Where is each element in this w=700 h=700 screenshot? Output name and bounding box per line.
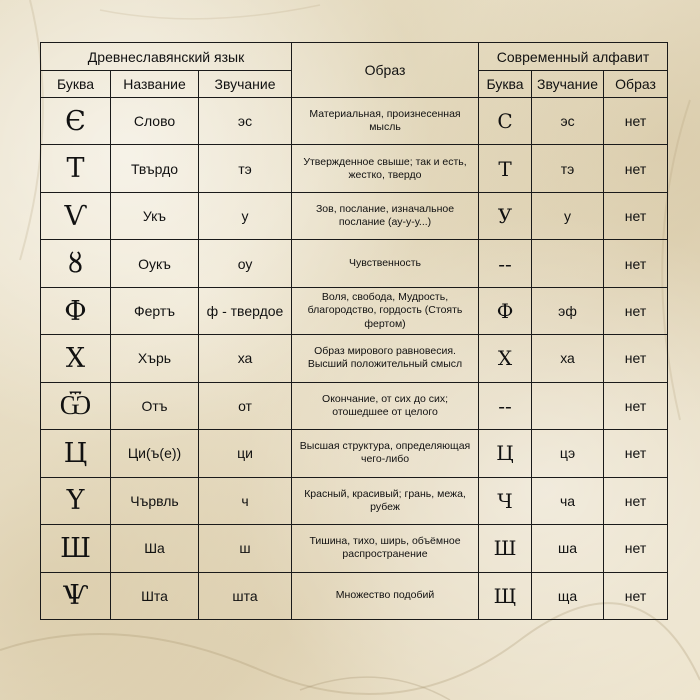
sound-header: Звучание xyxy=(199,71,292,98)
modern-meaning: нет xyxy=(604,525,668,572)
table-row xyxy=(41,98,668,145)
old-letter: Ц xyxy=(41,430,111,477)
modern-letter: Ц xyxy=(479,430,532,477)
modern-letter: -- xyxy=(479,382,532,429)
modern-sound: эс xyxy=(532,98,604,145)
letter-sound: ци xyxy=(199,430,292,477)
letter-sound: эс xyxy=(199,98,292,145)
old-letter: Х xyxy=(41,335,111,382)
letter-meaning: Высшая структура, определяющая чего-либо xyxy=(292,430,479,477)
modern-meaning-header: Образ xyxy=(604,71,668,98)
table-row xyxy=(41,240,668,287)
letter-sound: ш xyxy=(199,525,292,572)
modern-letter: Ч xyxy=(479,477,532,524)
modern-meaning: нет xyxy=(604,335,668,382)
letter-name: Отъ xyxy=(111,382,199,429)
letter-sound: шта xyxy=(199,572,292,619)
table-row xyxy=(41,525,668,572)
meaning-header: Образ xyxy=(292,43,479,98)
modern-sound: ча xyxy=(532,477,604,524)
letter-name: Слово xyxy=(111,98,199,145)
old-letter: Є xyxy=(41,98,111,145)
modern-letter: Т xyxy=(479,145,532,192)
letter-meaning: Красный, красивый; грань, межа, рубеж xyxy=(292,477,479,524)
modern-sound-header: Звучание xyxy=(532,71,604,98)
letter-meaning: Воля, свобода, Мудрость, благородство, гордость (Стоять фертом) xyxy=(292,287,479,334)
letter-name: Твърдо xyxy=(111,145,199,192)
modern-sound xyxy=(532,240,604,287)
modern-sound: эф xyxy=(532,287,604,334)
table-row xyxy=(41,145,668,192)
modern-meaning: нет xyxy=(604,382,668,429)
old-letter: Т xyxy=(41,145,111,192)
modern-letter: Ф xyxy=(479,287,532,334)
modern-sound: ща xyxy=(532,572,604,619)
modern-letter-header: Буква xyxy=(479,71,532,98)
modern-alphabet-header: Современный алфавит xyxy=(479,43,668,71)
letter-meaning: Чувственность xyxy=(292,240,479,287)
letter-meaning: Множество подобий xyxy=(292,572,479,619)
modern-sound: ха xyxy=(532,335,604,382)
letter-name: Хърь xyxy=(111,335,199,382)
old-letter: Ѵ xyxy=(41,192,111,239)
letter-name: Шта xyxy=(111,572,199,619)
old-letter: Ү xyxy=(41,477,111,524)
letter-header: Буква xyxy=(41,71,111,98)
letter-name: Ци(ъ(е)) xyxy=(111,430,199,477)
letter-sound: ч xyxy=(199,477,292,524)
modern-letter: -- xyxy=(479,240,532,287)
table-row xyxy=(41,287,668,334)
letter-name: Фертъ xyxy=(111,287,199,334)
old-letter: Ѱ xyxy=(41,572,111,619)
letter-meaning: Тишина, тихо, ширь, объёмное распространение xyxy=(292,525,479,572)
letter-sound: ф - твердое xyxy=(199,287,292,334)
letter-name: Ша xyxy=(111,525,199,572)
table-row xyxy=(41,382,668,429)
table-row xyxy=(41,430,668,477)
modern-letter: С xyxy=(479,98,532,145)
letter-name: Оукъ xyxy=(111,240,199,287)
table-row xyxy=(41,477,668,524)
modern-meaning: нет xyxy=(604,98,668,145)
modern-sound: тэ xyxy=(532,145,604,192)
old-slavonic-header: Древнеславянский язык xyxy=(41,43,292,71)
old-letter: Ш xyxy=(41,525,111,572)
old-letter: Ѿ xyxy=(41,382,111,429)
modern-meaning: нет xyxy=(604,430,668,477)
modern-sound: у xyxy=(532,192,604,239)
modern-sound: цэ xyxy=(532,430,604,477)
letter-sound: тэ xyxy=(199,145,292,192)
modern-meaning: нет xyxy=(604,477,668,524)
letter-sound: у xyxy=(199,192,292,239)
modern-meaning: нет xyxy=(604,240,668,287)
modern-meaning: нет xyxy=(604,572,668,619)
modern-meaning: нет xyxy=(604,145,668,192)
table-row xyxy=(41,335,668,382)
modern-meaning: нет xyxy=(604,192,668,239)
letter-sound: ха xyxy=(199,335,292,382)
letter-sound: от xyxy=(199,382,292,429)
alphabet-table xyxy=(40,42,668,620)
letter-meaning: Образ мирового равновесия. Высший положительный смысл xyxy=(292,335,479,382)
modern-sound: ша xyxy=(532,525,604,572)
letter-name: Укъ xyxy=(111,192,199,239)
letter-meaning: Утвержденное свыше; так и есть, жестко, твердо xyxy=(292,145,479,192)
modern-sound xyxy=(532,382,604,429)
letter-meaning: Окончание, от сих до сих; отошедшее от целого xyxy=(292,382,479,429)
letter-meaning: Материальная, произнесенная мысль xyxy=(292,98,479,145)
table-row xyxy=(41,572,668,619)
letter-meaning: Зов, послание, изначальное послание (ау-у-у...) xyxy=(292,192,479,239)
letter-name: Чървль xyxy=(111,477,199,524)
modern-meaning: нет xyxy=(604,287,668,334)
old-letter: Ф xyxy=(41,287,111,334)
modern-letter: Х xyxy=(479,335,532,382)
name-header: Название xyxy=(111,71,199,98)
modern-letter: Ш xyxy=(479,525,532,572)
modern-letter: У xyxy=(479,192,532,239)
letter-sound: оу xyxy=(199,240,292,287)
old-letter: ȣ xyxy=(41,240,111,287)
modern-letter: Щ xyxy=(479,572,532,619)
table-row xyxy=(41,192,668,239)
